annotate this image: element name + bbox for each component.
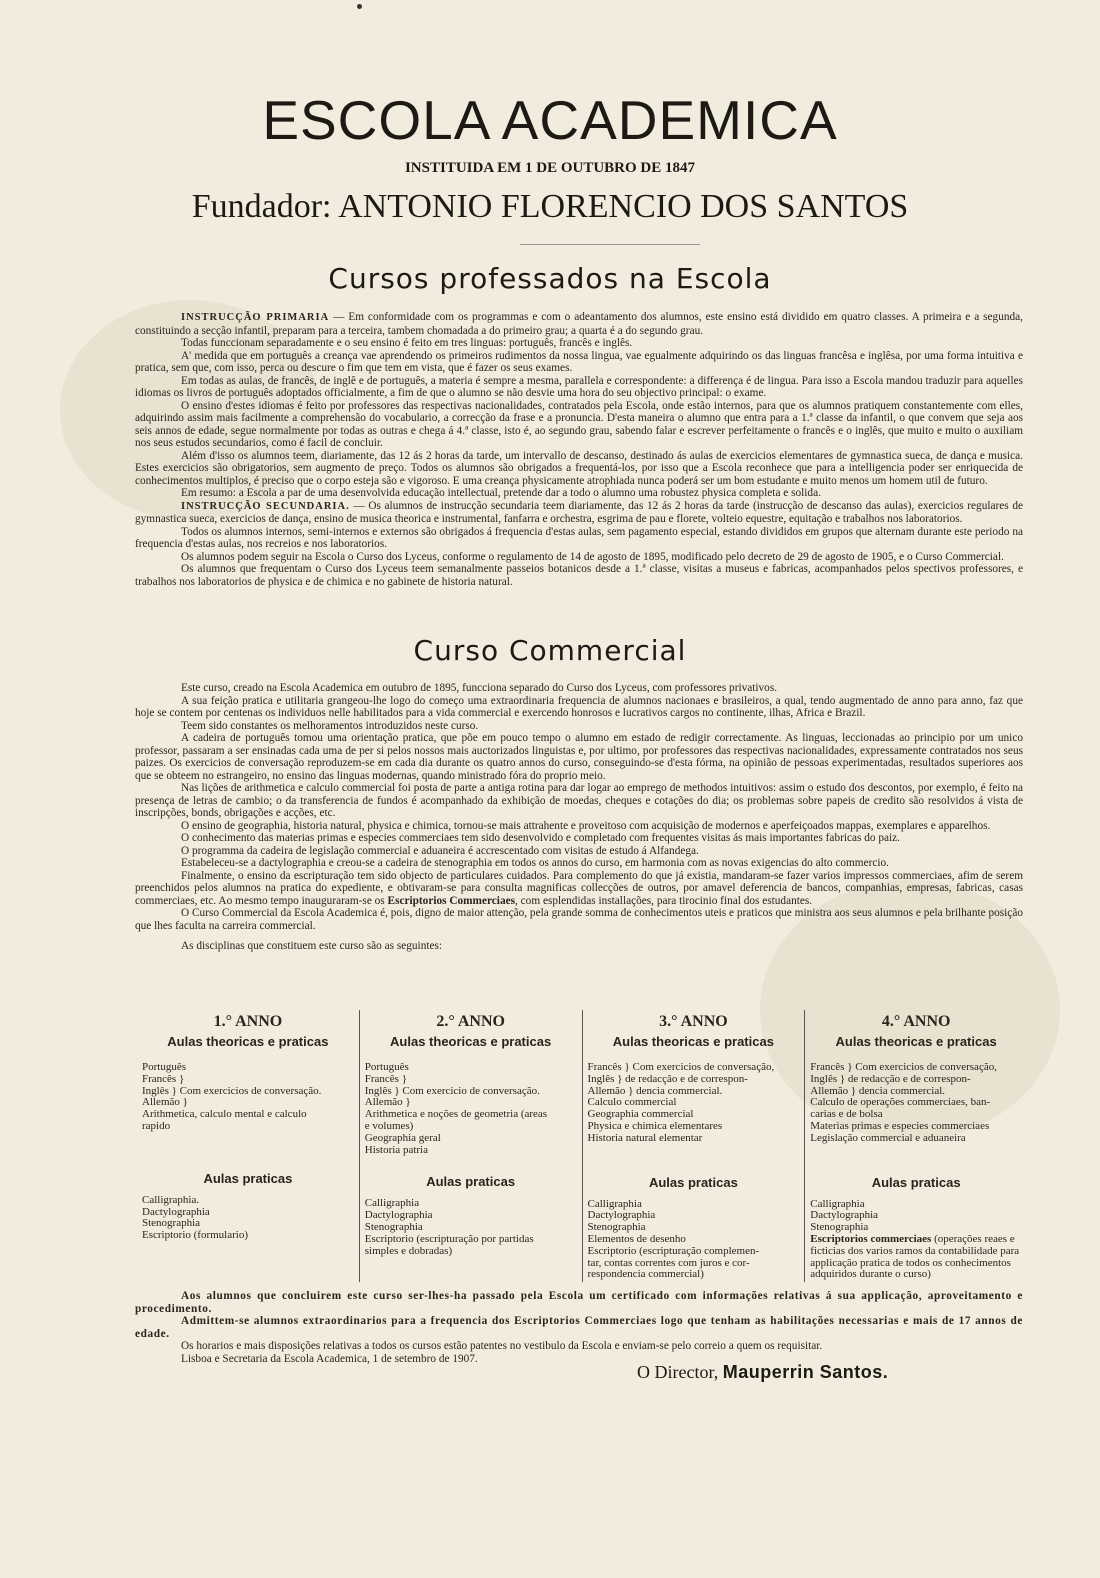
pratica-list: [810, 1199, 1022, 1282]
list-item: Geographia geral: [364, 1131, 441, 1144]
director-name: Mauperrin Santos.: [722, 1362, 889, 1382]
list-item: Physica e chimica elementares: [587, 1119, 723, 1132]
paragraph: Nas lições de arithmetica e calculo commercial foi posta de parte a antiga rotina para dar logar ao emprego de methodos intuitivos: assim o estudo dos descontos, por exemplo, é feito na presença de letras de cambio; o da transferencia de fundos é acompanhado da exhibição de moedas, cheques e cotações do dia; os problemas sobre papeis de credito são resolvidos á vista de inscripções, bonds, obrigações e acções, etc.: [135, 782, 1023, 819]
section-title-commercial: Curso Commercial: [413, 634, 687, 667]
list-item: Dactylographia: [364, 1209, 433, 1222]
paragraph: O ensino d'estes idiomas é feito por professores das respectivas nacionalidades, contratados pela Escola, onde estão internos, para que os alumnos pratiquem constantemente com elles, adquirindo assim mais facilmente a comprehensão do vocabulario, a correcção da frase e a pronuncia. D'esta maneira o alumno que entra para a 1.ª classe da infantil, o que convem que seja aos seis annos de edade, segue normalmente por todas as outras e chega á 4.ª classe, isto é, ao segundo grau, sabendo falar e escrever perfeitamente o francês e o inglês, que muito e muito o auxiliam nos seus estudos secundarios, como é facil de concluir.: [135, 399, 1023, 449]
paragraph: Os alumnos que frequentam o Curso dos Lyceus teem semanalmente passeios botanicos desde a 1.ª classe, visitas a museus e fabricas, acompanhados pelos spectivos professores, e trabalhos nos laboratorios de physica e de chimica e no gabinete de historia natural.: [135, 563, 1023, 588]
year-title: 4.° ANNO: [881, 1013, 951, 1030]
paragraph: Este curso, creado na Escola Academica em outubro de 1895, funcciona separado do Curso dos Lyceus, com professores privativos.: [181, 682, 778, 694]
list-item: Francês }: [364, 1072, 407, 1085]
list-item: Francês } Com exercicios de conversação,: [810, 1061, 997, 1073]
list-item: Elementos de desenho: [587, 1232, 686, 1245]
pratica-heading: Aulas praticas: [648, 1174, 738, 1190]
paragraph: A cadeira de português tomou uma orientação pratica, que põe em pouco tempo o alumno em estado de redigir correctamente. As linguas, leccionadas ao principio por um unico professor, passaram a ser ensinadas cada uma de per si pelos nossos mais auctorizados linguistas e, por ultimo, por professores das respectivas nacionalidades, expressamente contratados nos seus paizes. Os exercicios de conversação reproduzem-se em cada dia durante os quatro annos do curso, conseguindo-se d'esta fórma, na opinião de pessoas experimentadas, resultados superiores aos que se obteem no estrangeiro, no ensino das linguas modernas, quando ministrado fóra do proprio meio.: [135, 732, 1023, 782]
list-item: Francês } Com exercicios de conversação,: [587, 1061, 775, 1073]
paragraph: Em todas as aulas, de francês, de inglê e de português, a materia é sempre a mesma, parallela e correspondente: a differença é de lingua. Para isso a Escola mandou traduzir para aquelles idiomas os livros de português adoptados officialmente, a fim de que o alumno se não desvie uma hora do seu objectivo principal: o exame.: [135, 374, 1023, 399]
list-item: Historia patria: [364, 1143, 428, 1156]
list-item: Legislação commercial e aduaneira: [810, 1131, 966, 1144]
section-commercial-body: [135, 682, 1023, 953]
list-item: Calligraphia: [587, 1197, 642, 1210]
list-item: Allemão }: [364, 1096, 411, 1109]
list-item: Calligraphia: [364, 1197, 420, 1210]
list-item: Dactylographia: [587, 1209, 656, 1222]
page-title: ESCOLA ACADEMICA: [262, 89, 838, 151]
divider: [520, 244, 700, 245]
list-item: Inglês } Com exercicios de conversação.: [142, 1084, 322, 1097]
paragraph: [135, 870, 1023, 908]
paragraph: [135, 311, 1023, 337]
year-title: 2.° ANNO: [436, 1013, 505, 1030]
section-cursos-body: [135, 311, 1023, 588]
pratica-list: [365, 1198, 577, 1257]
paragraph: As disciplinas que constituem este curso são as seguintes:: [181, 940, 443, 952]
list-item: Allemão } dencia commercial.: [587, 1084, 723, 1097]
pratica-heading: Aulas praticas: [871, 1174, 961, 1190]
year-column-1: [137, 1010, 360, 1282]
note-schedules: Os horarios e mais disposições relativas a todos os cursos estão patentes no vestibulo da Escola e enviam-se pelo correio a quem os requisitar.: [181, 1340, 823, 1352]
year-column-3: [583, 1010, 806, 1282]
list-item: e volumes): [364, 1119, 414, 1132]
list-item: Allemão } dencia commercial.: [810, 1084, 946, 1097]
aulas-heading: Aulas theoricas e praticas: [390, 1034, 552, 1049]
signature-prefix: O Director,: [637, 1362, 719, 1382]
paragraph: Todas funccionam separadamente e o seu ensino é feito em tres linguas: português, francês e inglês.: [181, 337, 633, 349]
list-item: Geographia commercial: [587, 1108, 694, 1121]
list-item: Allemão }: [142, 1096, 188, 1109]
year-title: 1.° ANNO: [213, 1013, 283, 1030]
list-item: Arithmetica, calculo mental e calculo: [142, 1108, 307, 1121]
theory-list: [365, 1062, 577, 1156]
list-item: Historia natural elementar: [587, 1131, 703, 1144]
list-item: Inglês } de redacção e de correspon-: [587, 1072, 748, 1085]
paragraph-text: Finalmente, o ensino da escripturação tem sido objecto de particulares cuidados. Para complemento do que já existia, mandaram-se fazer varios impressos commerciaes, afim de serem preenchidos pelos alumnos na pratica do expediente, e obtivaram-se para consulta magnificas collecções de outros, por amavel deferencia de bancos, companhias, empresas, fabricas, casas commerciaes, etc. Ao mesmo tempo inauguraram-se os: [135, 869, 1023, 907]
curriculum-table: [137, 1010, 1027, 1282]
theory-list: [588, 1062, 800, 1145]
list-item: Francês }: [142, 1072, 185, 1085]
signature: [637, 1362, 888, 1383]
escriptorios-emphasis: Escriptorios Commerciaes: [387, 894, 516, 907]
list-item: Inglês } de redacção e de correspon-: [810, 1072, 971, 1085]
list-item: Inglês } Com exercicio de conversação.: [364, 1084, 540, 1097]
lead-primaria: INSTRUCÇÃO PRIMARIA: [181, 312, 330, 323]
paragraph: Além d'isso os alumnos teem, diariamente, das 12 ás 2 horas da tarde, um intervallo de descanso, destinado ás aulas de exercicios elementares de gymnastica sueca, de dança e musica. Estes exercicios são obrigatorios, sem augmento de preço. Todos os alumnos são obrigados a frequentá-los, por isso que a Escola reconhece que para a intelligencia poder ser enriquecida de conhecimentos multiplos, é preciso que o corpo esteja são e vigoroso. E uma creança physicamente atrophiada nunca poderá ser um bom estudante e muito menos um homem util de futuro.: [135, 449, 1023, 487]
pratica-heading: Aulas praticas: [426, 1174, 516, 1190]
ink-dot: [357, 4, 362, 9]
year-column-2: [360, 1010, 583, 1282]
list-item: respondencia commercial): [587, 1268, 704, 1281]
paragraph: Os alumnos podem seguir na Escola o Curso dos Lyceus, conforme o regulamento de 14 de agosto de 1895, modificado pelo decreto de 29 de agosto de 1905, e o Curso Commercial.: [181, 550, 1004, 563]
paragraph: [135, 500, 1023, 526]
list-item: Escriptorio (formulario): [142, 1229, 248, 1242]
list-item: Calligraphia: [810, 1197, 865, 1210]
list-item: Stenographia: [587, 1221, 646, 1234]
list-item: Escriptorio (escripturação por partidas: [364, 1232, 534, 1245]
pratica-list: [588, 1199, 800, 1282]
paragraph: Todos os alumnos internos, semi-internos e externos são obrigados á frequencia d'estas aulas, sem pagamento especial, estando divididos em grupos que alternam durante este periodo na frequencia d'estas aulas, nos recreios e nos laboratorios.: [135, 525, 1023, 550]
aulas-heading: Aulas theoricas e praticas: [612, 1034, 774, 1049]
note-certificate: Aos alumnos que concluirem este curso ser-lhes-ha passado pela Escola um certificado com informações relativas á sua applicação, aproveitamento e procedimento.: [135, 1290, 1023, 1315]
paragraph: Teem sido constantes os melhoramentos introduzidos neste curso.: [181, 719, 479, 732]
aulas-heading: Aulas theoricas e praticas: [167, 1034, 329, 1049]
list-item: Stenographia: [810, 1221, 869, 1234]
paragraph: Estabeleceu-se a dactylographia e creou-se a cadeira de stenographia em todos os annos do curso, em harmonia com as novas exigencias do alto commercio.: [181, 857, 889, 869]
list-item: Calculo de operações commerciaes, ban-: [810, 1096, 991, 1109]
founding-date: INSTITUIDA EM 1 DE OUTUBRO DE 1847: [404, 160, 696, 176]
list-item: Português: [364, 1061, 409, 1073]
paragraph: O ensino de geographia, historia natural, physica e chimica, tornou-se mais attrahente e proveitoso com acquisição de modernos e aperfeiçoados mappas, exemplares e apparelhos.: [181, 819, 991, 832]
paragraph-text: — Os alumnos de instrucção secundaria teem diariamente, das 12 ás 2 horas da tarde (instrucção de descanso das aulas), exercicios regulares de gymnastica sueca, exercicios de dança, ensino de musica theorica e instrumental, fanfarra e orchestra, esgrima de pau e florete, volteio equestre, equitação e trabalhos nos laboratorios.: [135, 499, 1024, 525]
list-item: carias e de bolsa: [810, 1108, 883, 1121]
list-item: Escriptorio (escripturação complemen-: [587, 1244, 760, 1257]
paragraph: A sua feição pratica e utilitaria grangeou-lhe logo do começo uma extraordinaria frequencia de alumnos nacionaes e brasileiros, a qual, tendo augmentado de anno para anno, faz que hoje se contem por centenas os individuos nelle habilitados para a vida commercial e exercendo honrosos e lucrativos cargos no continente, ilhas, Africa e Brazil.: [135, 694, 1023, 719]
note-admission: Admittem-se alumnos extraordinarios para a frequencia dos Escriptorios Commerciaes logo que tenham as habilitações necessarias e mais de 17 annos de edade.: [135, 1315, 1023, 1340]
list-item: Português: [142, 1061, 186, 1073]
pratica-list: [142, 1195, 354, 1242]
paragraph-text: — Em conformidade com os programmas e com o adeantamento dos alumnos, este ensino está dividido em quatro classes. A primeira e a segunda, constituindo a secção infantil, preparam para a terceira, tambem chomadada a do primeiro grau; a quarta é a do segundo grau.: [135, 311, 1023, 337]
pratica-heading: Aulas praticas: [203, 1170, 293, 1186]
year-column-4: [805, 1010, 1027, 1282]
lead-secundaria: INSTRUCÇÃO SECUNDARIA.: [181, 500, 350, 512]
aulas-heading: Aulas theoricas e praticas: [835, 1034, 997, 1049]
list-item: [810, 1234, 1022, 1281]
paragraph-text: , com esplendidas installações, para tirocinio final dos estudantes.: [515, 894, 813, 907]
section-title-cursos: Cursos professados na Escola: [328, 262, 772, 295]
list-item: Stenographia: [142, 1217, 201, 1230]
list-item: tar, contas correntes com juros e cor-: [587, 1256, 750, 1269]
founder-line: Fundador: ANTONIO FLORENCIO DOS SANTOS: [191, 188, 909, 225]
list-item: Stenographia: [364, 1220, 423, 1233]
list-item: simples e dobradas): [364, 1244, 453, 1257]
theory-list: [142, 1062, 354, 1133]
list-item: Dactylographia: [142, 1205, 210, 1218]
paragraph: O programma da cadeira de legislação commercial e aduaneira é accrescentado com visitas de estudo á Alfandega.: [181, 844, 699, 857]
paragraph: Em resumo: a Escola a par de uma desenvolvida educação intellectual, pretende dar a todo o alumno uma robustez physica completa e solida.: [181, 487, 821, 499]
paragraph: A' medida que em português a creança vae aprendendo os primeiros rudimentos da nossa lingua, vae egualmente adquirindo os das linguas francêsa e inglêsa, por uma forma intuitiva e pratica, sem que, com isso, perca ou descure o fim que tem em vista, que é fazer os seus exames.: [135, 349, 1023, 374]
list-item: Calligraphia.: [142, 1193, 200, 1206]
list-item-text: (operações reaes e ficticias dos varios ramos da contabilidade para applicação pratica de todos os conhecimentos adquiridos durante o curso): [810, 1232, 1020, 1281]
theory-list: [810, 1062, 1022, 1145]
note-date-place: Lisboa e Secretaria da Escola Academica, 1 de setembro de 1907.: [181, 1352, 478, 1365]
list-item: Materias primas e especies commerciaes: [810, 1119, 990, 1132]
paragraph: O Curso Commercial da Escola Academica é, pois, digno de maior attenção, pela grande somma de conhecimentos uteis e praticos que ministra aos seus alumnos e pela brilhante posição que lhes faculta na carreira commercial.: [135, 907, 1023, 932]
list-item: Arithmetica e noções de geometria (areas: [364, 1108, 548, 1121]
escriptorios-commerciaes-label: Escriptorios commerciaes: [810, 1232, 932, 1245]
list-item: rapido: [142, 1119, 171, 1132]
list-item: Calculo commercial: [587, 1096, 677, 1109]
year-title: 3.° ANNO: [659, 1013, 728, 1030]
list-item: Dactylographia: [810, 1209, 879, 1222]
paragraph: O conhecimento das materias primas e especies commerciaes tem sido desenvolvido e completado com frequentes visitas ás mais importantes fabricas do paiz.: [181, 832, 901, 844]
closing-notes: [135, 1290, 1023, 1365]
